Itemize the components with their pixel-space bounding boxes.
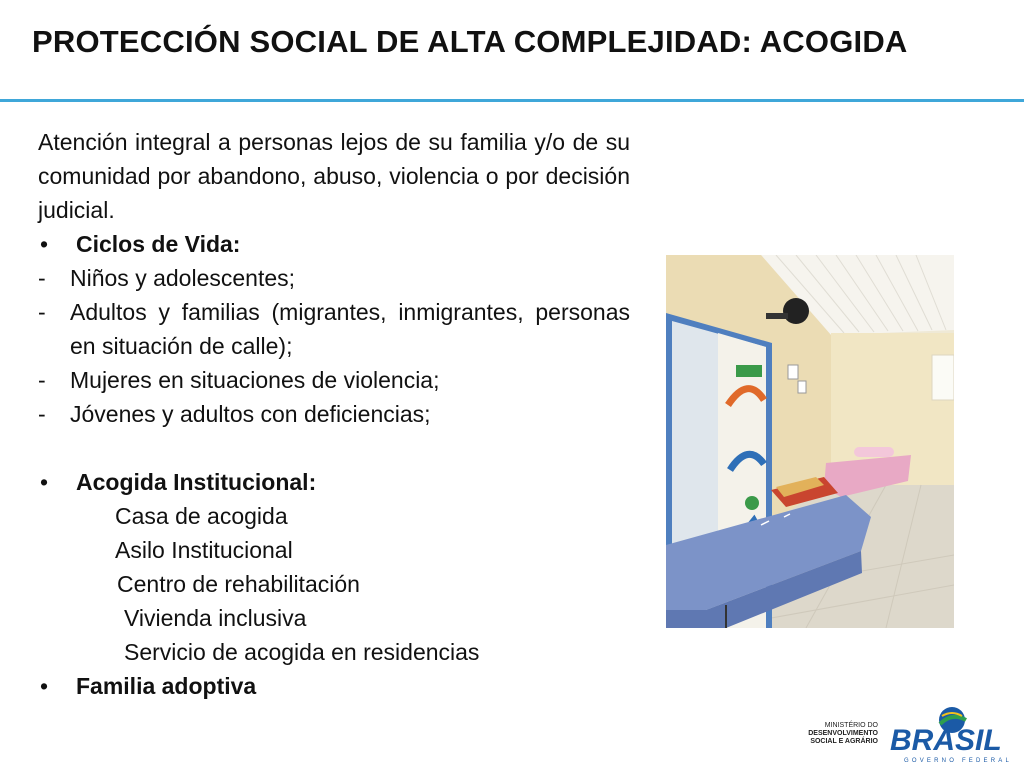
familia-heading: Familia adoptiva [76,673,257,699]
list-item [38,261,630,295]
bullet-ciclos [38,227,630,261]
slide-body [38,125,630,703]
dash-mark: - [38,299,46,325]
ciclos-heading: Ciclos de Vida: [76,231,241,257]
brasil-wordmark: BRASIL [890,724,1002,757]
acogida-heading: Acogida Institucional: [76,469,317,495]
acogida-item: Casa de acogida [115,503,288,529]
acogida-item: Centro de rehabilitación [117,571,360,597]
dash-mark: - [38,265,46,291]
list-item [38,295,630,363]
acogida-item: Asilo Institucional [115,537,293,563]
acogida-item: Vivienda inclusiva [124,605,307,631]
bullet-acogida [38,465,630,499]
list-item-text: Jóvenes y adultos con deficiencias; [70,401,431,427]
title-divider [0,99,1024,102]
list-item [38,397,630,431]
list-item [38,363,630,397]
dash-mark: - [38,367,46,393]
dash-mark: - [38,401,46,427]
brasil-government-logo [886,704,1020,764]
bullet-mark: • [40,231,49,257]
bullet-mark: • [40,673,49,699]
list-item-text: Adultos y familias (migrantes, inmigrantes, personas en situación de calle); [70,299,630,359]
list-item-text: Niños y adolescentes; [70,265,296,291]
ministry-line-2: DESENVOLVIMENTO [808,730,878,737]
ministry-line-3: SOCIAL E AGRÁRIO [810,738,878,745]
list-item-text: Mujeres en situaciones de violencia; [70,367,440,393]
bullet-mark: • [40,469,49,495]
bullet-familia [38,669,630,703]
ministry-logo-text [796,722,878,746]
acogida-item: Servicio de acogida en residencias [124,639,480,665]
slide-title: PROTECCIÓN SOCIAL DE ALTA COMPLEJIDAD: ACOGIDA [32,24,908,59]
ministry-line-1: MINISTÉRIO DO [824,722,878,729]
spacer [38,431,630,465]
shelter-room-photo [666,255,954,628]
intro-paragraph: Atención integral a personas lejos de su familia y/o de su comunidad por abandono, abuso, violencia o por decisión judicial. [38,129,630,223]
brasil-subtitle: GOVERNO FEDERAL [904,758,1013,764]
